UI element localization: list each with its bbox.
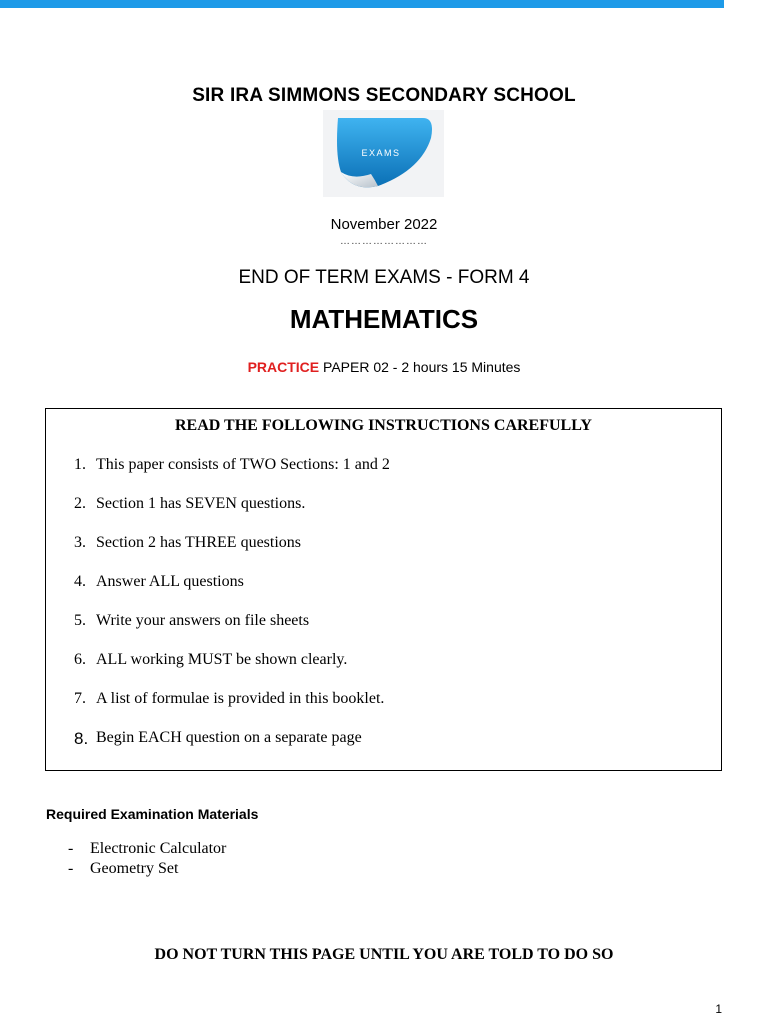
- subject-title: MATHEMATICS: [289, 304, 479, 334]
- materials-list: [68, 840, 226, 880]
- instructions-list: [74, 456, 390, 768]
- instruction-item: 5. Write your answers on file sheets: [74, 612, 310, 629]
- instruction-item: 7. A list of formulae is provided in this booklet.: [74, 690, 385, 707]
- instruction-item: 2. Section 1 has SEVEN questions.: [74, 495, 306, 512]
- top-accent-bar: [0, 0, 724, 8]
- do-not-turn-warning: DO NOT TURN THIS PAGE UNTIL YOU ARE TOLD TO DO SO: [154, 946, 614, 963]
- page-number: 1: [715, 1002, 722, 1016]
- materials-heading: Required Examination Materials: [46, 806, 259, 822]
- paper-duration: PAPER 02 - 2 hours 15 Minutes: [319, 359, 521, 375]
- material-item: - Geometry Set: [68, 860, 179, 877]
- material-item: - Electronic Calculator: [68, 840, 227, 857]
- instructions-heading: READ THE FOLLOWING INSTRUCTIONS CAREFULLY: [175, 417, 592, 434]
- instruction-item: 8. Begin EACH question on a separate page: [74, 729, 362, 748]
- exam-date: November 2022: [330, 216, 438, 233]
- logo-text: EXAMS: [361, 148, 401, 158]
- exam-title: END OF TERM EXAMS - FORM 4: [238, 267, 530, 288]
- instruction-item: 6. ALL working MUST be shown clearly.: [74, 651, 348, 668]
- practice-label: PRACTICE: [247, 359, 320, 375]
- instruction-item: 4. Answer ALL questions: [74, 573, 244, 590]
- instructions-box: [45, 408, 722, 771]
- date-dots: ……………………: [340, 236, 428, 247]
- instruction-item: 3. Section 2 has THREE questions: [74, 534, 302, 551]
- paper-info: [0, 359, 768, 375]
- instruction-item: 1. This paper consists of TWO Sections: 1 and 2: [74, 456, 390, 473]
- exams-logo-icon: [323, 110, 444, 197]
- school-name: SIR IRA SIMMONS SECONDARY SCHOOL: [192, 85, 576, 106]
